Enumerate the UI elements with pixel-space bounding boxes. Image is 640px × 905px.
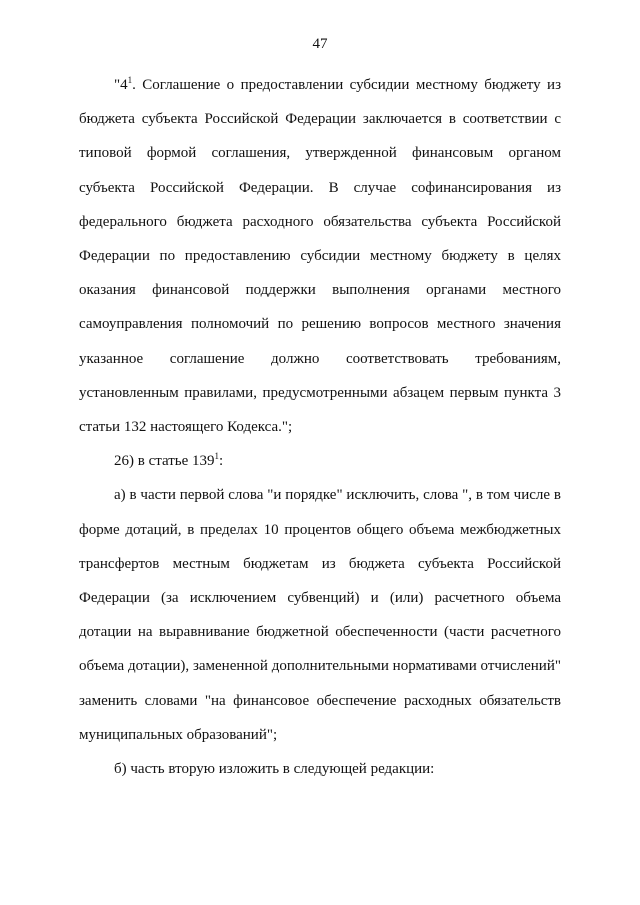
page-number: 47	[312, 36, 328, 52]
paragraph-text: б) часть вторую изложить в следующей редакции:	[114, 761, 435, 778]
paragraph-lead: "4	[114, 77, 128, 93]
paragraph-article-4-1	[79, 68, 561, 444]
paragraph-subitem-b	[79, 752, 561, 786]
paragraph-subitem-a	[79, 478, 561, 752]
document-body	[79, 68, 561, 786]
paragraph-text: а) в части первой слова "и порядке" исключить, слова ", в том числе в форме дотаций, в пределах 10 процентов общего объема межбюджетных трансфертов местным бюджетам из бюджета субъекта Российской Федерации (за исключением субвенций) и (или) расчетного объема дотации на выравнивание бюджетной обеспеченности (части расчетного объема дотации), замененной дополнительными нормативами отчислений" заменить словами "на финансовое обеспечение расходных обязательств муниципальных образований";	[79, 487, 561, 743]
superscript: 1	[127, 75, 133, 85]
paragraph-item-26	[79, 444, 561, 478]
paragraph-text: :	[219, 453, 224, 470]
superscript: 1	[214, 451, 220, 462]
paragraph-lead: 26) в статье 139	[114, 453, 215, 470]
paragraph-text: . Соглашение о предоставлении субсидии местному бюджету из бюджета субъекта Российской Федерации заключается в соответствии с типовой формой соглашения, утвержденной финансовым органом субъекта Российской Федерации. В случае софинансирования из федерального бюджета расходного обязательства субъекта Российской Федерации по предоставлению субсидии местному бюджету в целях оказания финансовой поддержки выполнения органами местного самоуправления полномочий по решению вопросов местного значения указанное соглашение должно соответствовать требованиям, установленным правилами, предусмотренными абзацем первым пункта 3 статьи 132 настоящего Кодекса.";	[79, 77, 561, 436]
